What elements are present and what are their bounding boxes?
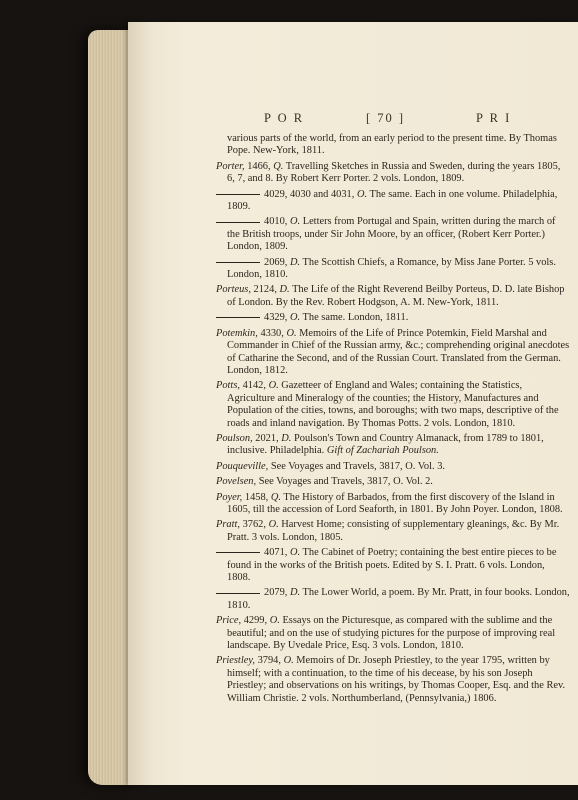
ditto-dash	[216, 552, 260, 553]
entry-text: Memoirs of Dr. Joseph Priestley, to the year 1795, written by himself; with a continuation, to the time of his decease, by his son Joseph Priestley; and observations on his writings, by Thomas Cooper, Esq. and the Rev. William Christie. 2 vols. Northumberland, (Pennsylvania,) 1806.	[227, 655, 566, 704]
catalogue-entry	[216, 284, 570, 309]
entry-number: 4071,	[264, 547, 288, 559]
entry-number: 1466,	[247, 160, 271, 172]
entry-author: Poyer,	[216, 491, 243, 503]
catalogue-entry	[216, 161, 570, 186]
entry-text: various parts of the world, from an early period to the present time. By Thomas Pope. New-York, 1811.	[227, 133, 557, 157]
header-right: P R I	[476, 111, 512, 125]
entry-number: 2069,	[264, 256, 288, 268]
entry-author: Porteus,	[216, 284, 251, 296]
entry-text: The same. London, 1811.	[302, 312, 409, 324]
entry-note: Gift of Zachariah Poulson.	[326, 445, 439, 457]
entry-number: 3762,	[242, 519, 266, 531]
entry-class: D.	[290, 256, 301, 268]
entry-number: 1458,	[244, 491, 269, 503]
catalogue-entry	[216, 257, 570, 282]
catalogue-entry	[216, 655, 570, 705]
entry-author: Povelsen,	[216, 476, 257, 488]
catalogue-entry	[216, 312, 570, 324]
catalogue-entry	[216, 133, 570, 158]
entry-class: Q.	[273, 160, 284, 172]
ditto-dash	[216, 262, 260, 263]
entry-number: 4010,	[264, 216, 288, 228]
catalogue-entry	[216, 615, 570, 652]
ditto-dash	[216, 194, 260, 195]
page-number: [ 70 ]	[366, 111, 406, 125]
catalogue-entry	[216, 189, 570, 214]
entry-text: The History of Barbados, from the first discovery of the Island in 1605, till the accession of Lord Seaforth, in 1801. By John Poyer. London, 1808.	[227, 491, 563, 515]
entry-class: D.	[281, 432, 292, 444]
entry-text: Travelling Sketches in Russia and Sweden, during the years 1805, 6, 7, and 8. By Robert Kerr Porter. 2 vols. London, 1809.	[227, 160, 561, 185]
entry-text: Essays on the Picturesque, as compared with the sublime and the beautiful; and on the use of studying pictures for the purpose of improving real landscape. By Uvedale Price, Esq. 3 vols. London, 1810.	[227, 615, 556, 652]
entry-number: 2021,	[255, 432, 279, 444]
entry-class: O.	[268, 380, 279, 392]
catalogue-entry	[216, 587, 570, 612]
catalogue-entry	[216, 328, 570, 378]
entry-author: Priestley,	[216, 655, 255, 667]
entry-class: O.	[356, 188, 368, 200]
entry-class: O.	[286, 327, 297, 339]
entry-class: O.	[283, 655, 294, 667]
entry-number: 2124,	[253, 284, 277, 296]
entry-class: O.	[269, 615, 280, 627]
entry-class: O.	[290, 216, 301, 228]
entry-text: Gazetteer of England and Wales; containing the Statistics, Agriculture and Mineralogy of the counties; the History, Manufactures and Population of the cities, towns, and boroughs; with two maps, descriptive of the roads and inland navigation. By Thomas Potts. 2 vols. London, 1810.	[227, 380, 559, 429]
entry-text: The Cabinet of Poetry; containing the best entire pieces to be found in the works of the British poets. Edited by S. I. Pratt. 6 vols. London, 1808.	[227, 547, 557, 583]
catalogue-entry	[216, 461, 570, 473]
entry-class: O.	[290, 312, 301, 324]
entry-text: Poulson's Town and Country Almanack, from 1789 to 1801, inclusive. Philadelphia.	[227, 432, 544, 457]
entry-author: Potemkin,	[216, 327, 258, 339]
entry-number: 3794,	[257, 655, 281, 667]
entry-class: O.	[268, 519, 279, 531]
entry-text: The Scottish Chiefs, a Romance, by Miss Jane Porter. 5 vols. London, 1810.	[227, 256, 556, 281]
running-header	[128, 111, 578, 131]
entry-text: Harvest Home; consisting of supplementary gleanings, &c. By Mr. Pratt. 3 vols. London, 1805.	[227, 519, 560, 543]
entry-class: D.	[279, 284, 290, 296]
entry-number: 4299,	[243, 615, 268, 627]
header-left: P O R	[264, 111, 305, 125]
catalogue-entry	[216, 519, 570, 544]
entry-author: Pratt,	[216, 519, 240, 531]
catalogue-entries	[216, 133, 570, 708]
entry-text: See Voyages and Travels, 3817, O. Vol. 3.	[270, 460, 445, 472]
ditto-dash	[216, 317, 260, 318]
book-page	[128, 22, 578, 785]
entry-class: Q.	[270, 491, 281, 503]
catalogue-entry	[216, 216, 570, 253]
entry-number: 4329,	[264, 312, 288, 324]
entry-text: The Life of the Right Reverend Beilby Porteus, D. D. late Bishop of London. By the Rev. Robert Hodgson, A. M. New-York, 1811.	[227, 284, 565, 308]
catalogue-entry	[216, 476, 570, 488]
ditto-dash	[216, 593, 260, 594]
entry-number: 2079,	[264, 587, 288, 599]
entry-number: 4330,	[260, 327, 284, 339]
entry-author: Pouqueville,	[216, 460, 269, 472]
entry-text: The same. Each in one volume. Philadelphia, 1809.	[227, 188, 558, 213]
catalogue-entry	[216, 433, 570, 458]
catalogue-entry	[216, 492, 570, 517]
ditto-dash	[216, 222, 260, 223]
entry-text: Letters from Portugal and Spain, written during the march of the British troops, under Sir John Moore, by an officer, (Robert Kerr Porter.) London, 1809.	[227, 216, 556, 253]
entry-text: The Lower World, a poem. By Mr. Pratt, in four books. London, 1810.	[227, 587, 570, 611]
entry-author: Potts,	[216, 380, 240, 392]
entry-author: Porter,	[216, 160, 245, 172]
catalogue-entry	[216, 547, 570, 584]
entry-author: Price,	[216, 615, 242, 627]
catalogue-entry	[216, 380, 570, 430]
entry-number: 4142,	[242, 380, 266, 392]
entry-author: Poulson,	[216, 432, 253, 444]
entry-number: 4029, 4030 and 4031,	[264, 188, 355, 200]
entry-text: See Voyages and Travels, 3817, O. Vol. 2.	[258, 476, 433, 488]
entry-class: O.	[290, 547, 301, 559]
entry-class: D.	[290, 587, 301, 599]
entry-text: Memoirs of the Life of Prince Potemkin, Field Marshal and Commander in Chief of the Russian army, &c.; comprehending original anecdotes of Catharine the Second, and of the Russian Court. Translated from the German. London, 1812.	[227, 327, 570, 376]
